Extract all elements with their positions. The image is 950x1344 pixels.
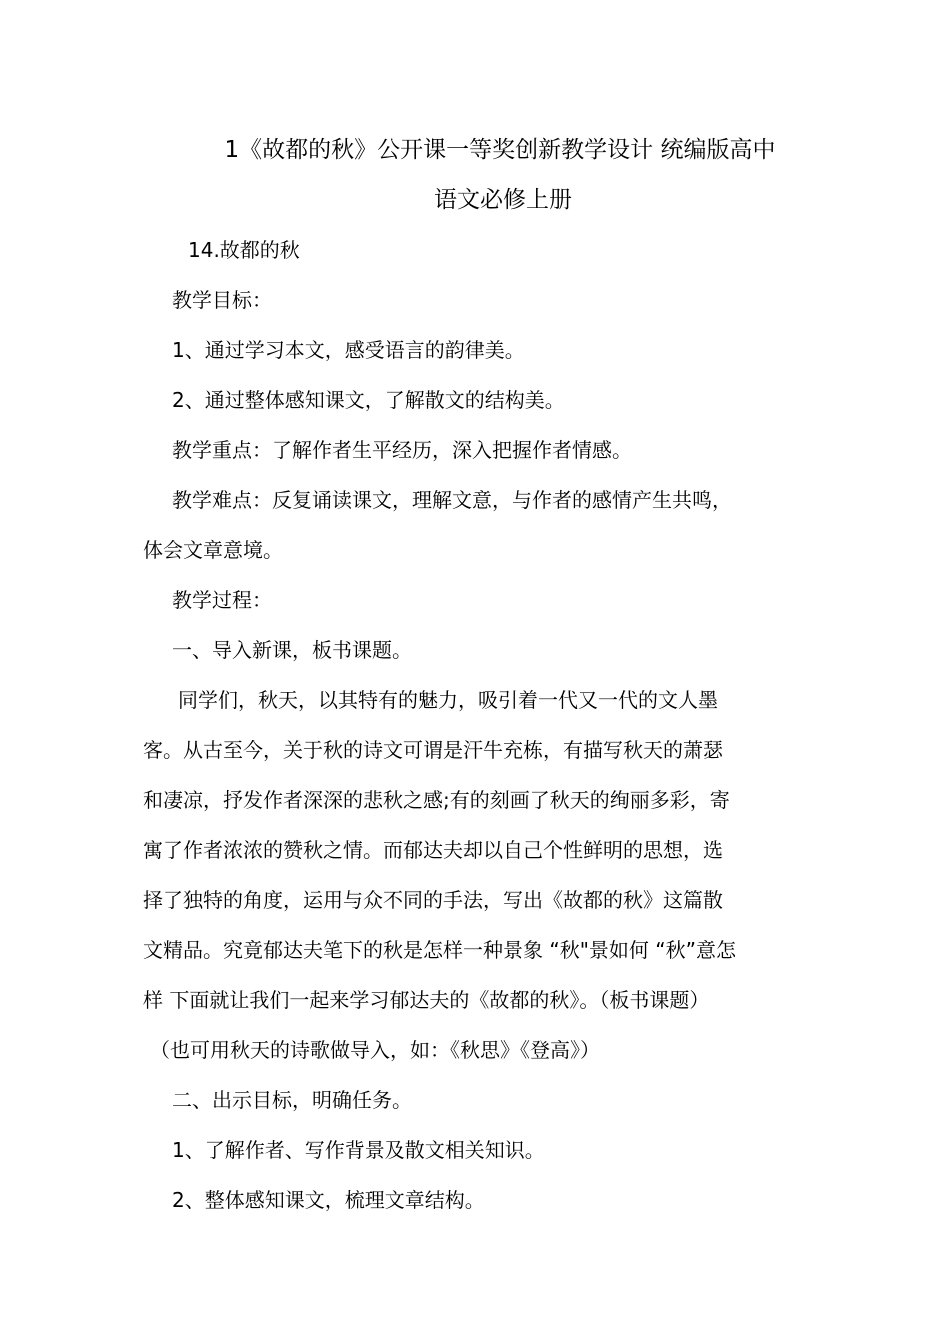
task-item-1: 1、了解作者、写作背景及散文相关知识。: [172, 1138, 545, 1162]
process-label: 教学过程：: [172, 588, 272, 612]
intro-line-7: 样 下面就让我们一起来学习郁达夫的《故都的秋》。（板书课题）: [143, 988, 710, 1012]
step-1-heading: 一、导入新课，板书课题。: [172, 638, 412, 662]
difficulty-line-1: 教学难点：反复诵读课文，理解文意，与作者的感情产生共鸣，: [172, 488, 732, 512]
intro-line-5: 择了独特的角度，运用与众不同的手法，写出《故都的秋》这篇散: [143, 888, 723, 912]
goal-item-2: 2、通过整体感知课文，了解散文的结构美。: [172, 388, 565, 412]
intro-line-3: 和凄凉，抒发作者深深的悲秋之感;有的刻画了秋天的绚丽多彩，寄: [143, 788, 730, 812]
intro-line-4: 寓了作者浓浓的赞秋之情。而郁达夫却以自己个性鲜明的思想，选: [143, 838, 723, 862]
intro-line-6: 文精品。究竟郁达夫笔下的秋是怎样一种景象 “秋"景如何 “秋”意怎: [143, 938, 736, 962]
document-title-line-2: 语文必修上册: [434, 187, 572, 213]
intro-line-2: 客。从古至今，关于秋的诗文可谓是汗牛充栋，有描写秋天的萧瑟: [143, 738, 723, 762]
intro-line-1: 同学们，秋天，以其特有的魅力，吸引着一代又一代的文人墨: [178, 688, 718, 712]
key-points: 教学重点：了解作者生平经历，深入把握作者情感。: [172, 438, 632, 462]
goal-item-1: 1、通过学习本文，感受语言的韵律美。: [172, 338, 525, 362]
lesson-heading: 14.故都的秋: [188, 238, 300, 262]
intro-line-8: （也可用秋天的诗歌做导入，如：《秋思》《登高》）: [150, 1038, 600, 1062]
step-2-heading: 二、出示目标，明确任务。: [172, 1088, 412, 1112]
goals-label: 教学目标：: [172, 288, 272, 312]
document-title-line-1: 1《故都的秋》公开课一等奖创新教学设计 统编版高中: [224, 137, 776, 163]
task-item-2: 2、整体感知课文，梳理文章结构。: [172, 1188, 485, 1212]
difficulty-line-2: 体会文章意境。: [143, 538, 283, 562]
